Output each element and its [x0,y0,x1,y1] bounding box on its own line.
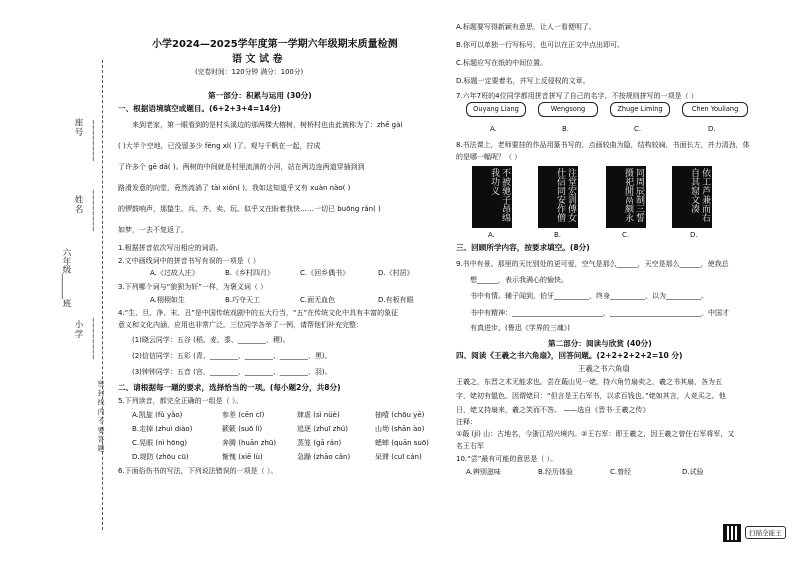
q2-5-cell: 蒸笼 (gā rán) [297,439,342,447]
q2-heading: 二、请根据每一题的要求，选择恰当的一项。(每小题2分，共8分) [118,383,341,392]
part2-title: 第二部分：阅读与欣赏 (40分) [548,339,652,348]
passage-line: 来到老家，第一眼看到的是村头溪边的那两棵大榕树，树桥村也由此被称为了：zhē gài [132,121,403,129]
passage-line: 的锣鼓响声，那蛰生、兵、齐、卖、玩。似乎又在盼着我快……一切已 buōng rǎn( ) [118,205,381,213]
q2-5-cell: 蟋蟀 (quān suō) [375,439,429,447]
q10: 10.“尝”最有可能的意思是（ ）。 [456,455,558,463]
q6-option[interactable]: A.标题要写得新颖有意思，让人一看便明了。 [456,23,596,31]
q2-5-cell: 簌簌 (suō lì) [222,425,263,433]
seal-dashed-line [102,60,103,530]
seat-label: 座号 [73,118,83,137]
name-pinyin-box[interactable]: Chen Youliang [682,102,748,117]
name-pinyin-box[interactable]: Ouyang Liang [466,102,526,117]
q2-5: 5.下列读音，都完全正确的一组是（ ）。 [118,397,243,405]
grade-class-label: 六年级______班 [61,248,71,308]
q2-5-cell: 惭愧 (xiē lù) [222,453,263,461]
calligraphy-sample[interactable]: 不被驰子昂绵我功义 [472,166,512,228]
school-label: 小学 [73,320,83,339]
q1-3-option[interactable]: A.栩栩如生 [150,296,185,304]
choice-letter: C. [634,125,642,133]
seat-blank[interactable]: ________ [92,120,102,162]
seal-notice: 密 封 线 内 不 要 答 题 [97,380,105,452]
name-label: 姓名 [73,195,83,214]
note-line: 名王右军 [456,442,484,450]
q7: 7.六年7班的4位同学都用拼音拼写了自己的名字，不按规则拼写的一项是（ ） [456,92,698,100]
choice-letter: C. [622,231,630,239]
q2-5-cell: 参差 (cēn cī) [222,411,265,419]
q2-5-cell: 奔腾 (huān zhū) [222,439,277,447]
q10-option[interactable]: D.试验 [682,468,704,476]
poem-line: 王羲之，东晋之术无能求也。尝在蕺山见一姥，持六角竹扇卖之，羲之书其扇，各为五 [456,378,722,386]
q10-option[interactable]: A.辨别滋味 [466,468,501,476]
q1-2-option[interactable]: B.《乡村四月》 [225,269,275,277]
q9-line[interactable]: 想______，表示我满心的愉快。 [470,276,568,284]
choice-letter: B. [562,125,570,133]
q3-heading: 三、回顾所学内容，按要求填空。(8分) [456,243,590,252]
scanner-watermark: 扫描全能王 [745,526,786,539]
q9-line: 有真进步。(鲁迅《学界的三魂》) [470,324,570,332]
passage-line: ( )大半个空地，已没留多少 fēng xǐ( )了。观与千帆在一起，拧成 [118,142,321,150]
poem-line: 字，姥初有愠色。因谓姥曰：“但言是王右军书，以求百钱也。”姥如其言，人竞买之。他 [456,392,726,400]
q1-1: 1.根据拼音依次写出相应的词语。 [118,244,223,252]
q6-option[interactable]: C.标题应写在纸的中间位置。 [456,59,548,67]
q6-option[interactable]: D.标题一定要着名，并写上反侵权的文章。 [456,77,590,85]
school-blank[interactable]: ________ [92,318,102,360]
part1-title: 第一部分：积累与运用 (30分) [208,91,312,100]
q6-option[interactable]: B.你可以单独一行写标号，也可以在正文中点出即可。 [456,41,625,49]
binding-strip [0,0,115,561]
q4-heading: 四、阅读《王羲之书六角扇》，回答问题。(2+2+2+2+2=10 分) [456,351,683,360]
name-pinyin-box[interactable]: Wengsong [538,102,598,117]
q2-6: 6.下面俗伤书的写法，下列说法错误的一项是（ ）。 [118,467,278,475]
passage-line: 路滑发意的向堂，竟然流淌了 tài xiǒn( )。我如这知道乎又有 xuàn nào( ) [118,184,351,192]
q1-3-option[interactable]: C.面无血色 [300,296,336,304]
notes-heading: 注释： [456,418,477,426]
exam-meta: (完卷时间：120分钟 满分：100分) [195,68,304,76]
q10-option[interactable]: C.曾经 [610,468,632,476]
q2-5-cell: 抽噎 (chōu yē) [375,411,425,419]
q1-heading: 一、根据语境填空或题目。(6+2+3+4=14分) [118,104,281,113]
q9-line[interactable]: 9.书中有景。那里的天比别处的更可爱，空气是那么______，天空是那么______，使我总 [456,260,729,268]
poem-line: 日，姥又持扇来，羲之笑而不答。 ——选自《晋书·王羲之传》 [456,406,650,414]
q1-3-option[interactable]: D.有板有眼 [378,296,414,304]
calligraphy-sample[interactable]: 同周辰制三誓摄祀閒鬲颇永 [606,166,646,228]
q2-5-cell[interactable]: D.堤防 (zhōu cū) [132,453,189,461]
q1-3-option[interactable]: B.巧夺天工 [225,296,261,304]
note-line: ①蕺 (jí) 山：古地名，今浙江绍兴境内。②王右军：即王羲之，因王羲之曾任右军将军，又 [456,430,735,438]
qr-code-icon [723,524,741,542]
calligraphy-sample[interactable]: 依工芦兼而右自其窟文凑 [672,166,712,228]
q2-5-cell: 急躁 (zhāo cǎn) [297,453,351,461]
q2-5-cell[interactable]: A.凯旋 (fǔ yǎo) [132,411,183,419]
q1-4-item[interactable]: (3)钟钟同学：五音 (宫、________、________、________、羽)。 [132,368,332,376]
q2-5-cell[interactable]: C.晃眼 (nì hōng) [132,439,188,447]
q9-line[interactable]: 书中有情。辅子闻到，伯牙__________，终身__________，以为__________。 [470,292,708,300]
q8b: 的是哪一幅呢？（ ） [456,153,522,161]
passage-line: 如梦，一去不复返了。 [118,226,188,234]
q1-2-option[interactable]: D.《村居》 [378,269,414,277]
q1-4b: 意义和文化内涵，应用也非常广泛。三位同学各举了一例，请帮他们补充完整： [118,321,363,329]
name-pinyin-box[interactable]: Zhuge Liming [610,102,670,117]
calligraphy-sample[interactable]: 注堂宏训傅女仕信同安作僧 [538,166,578,228]
q1-4-item[interactable]: (2)信信同学：五彩 (青、________、________、________、黑)。 [132,352,332,360]
q9-line[interactable]: 书中有精神：__________________________，__________________________，中国才 [470,309,729,317]
choice-letter: D. [708,125,716,133]
name-blank[interactable]: ________ [92,190,102,232]
choice-letter: A. [488,231,495,239]
q2-5-cell: 肆虐 (sì nüè) [297,411,340,419]
q1-2-option[interactable]: A.《过故人庄》 [150,269,199,277]
q1-4-item[interactable]: (1)晓云同学：五谷 (稻、麦、黍、________、稷)。 [132,336,290,344]
q1-4: 4.“生、旦、净、末、丑”是中国传统戏剧中的五大行当，“五”在传统文化中具有丰富的象征 [118,309,399,317]
q8: 8.书法课上，老师要挂的作品用篆书写的，点画较曲为隐，结构较扁，书面长方，并力清劲，体 [456,141,750,149]
poem-title: 王羲之书六角扇 [578,364,630,373]
q1-3: 3.下列哪个词与“狼狈为奸”一样，为褒义词（ ） [118,283,268,291]
q1-2-option[interactable]: C.《回乡偶书》 [300,269,350,277]
passage-line: 了许多个 gē dā( )。两树的中间就是村里流淌的小河，站在两边连两道穿插到到 [118,163,365,171]
choice-letter: D. [690,231,698,239]
exam-title: 小学2024—2025学年度第一学期六年级期末质量检测 [152,39,398,50]
q1-2: 2.文中画线词中的拼音书写有误的一项是（ ） [118,257,260,265]
q10-option[interactable]: B.经历体验 [538,468,574,476]
q2-5-cell: 山坳 (shān ào) [375,425,425,433]
choice-letter: A. [490,125,497,133]
choice-letter: B. [554,231,562,239]
q2-5-cell[interactable]: B.走掉 (zhuì diào) [132,425,193,433]
q2-5-cell: 呆滞 (cuī cán) [375,453,422,461]
q2-5-cell: 追逐 (zhuī zhú) [297,425,348,433]
exam-subtitle: 语 文 试 卷 [232,54,283,65]
